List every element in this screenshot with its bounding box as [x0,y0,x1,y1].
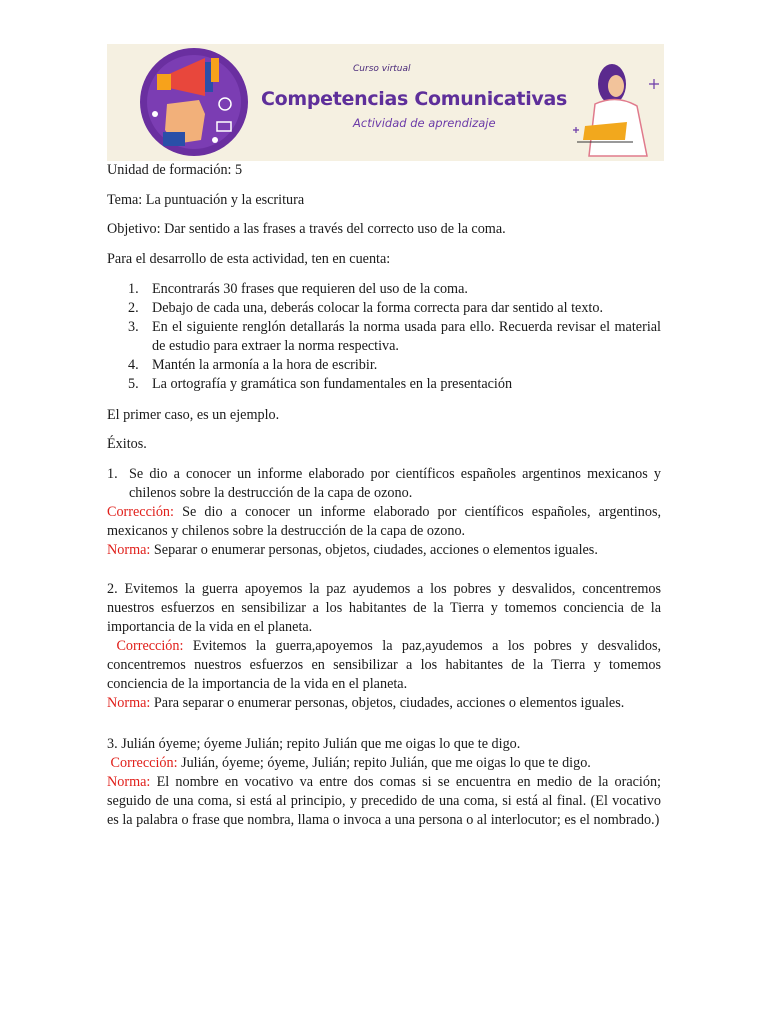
instruction-text: La ortografía y gramática son fundamentales en la presentación [152,376,513,392]
instruction-item [128,356,661,375]
exercise-2-number: 2. [107,581,118,597]
exercise-3-frase [107,735,661,754]
exercise-3-norma [107,773,661,830]
objetivo-line: Objetivo: Dar sentido a las frases a través del correcto uso de la coma. [107,221,506,237]
instruction-item [128,318,661,356]
correccion-label: Corrección: [116,638,184,654]
frase-text: Evitemos la guerra apoyemos la paz ayudemos a los pobres y desvalidos, concentremos nuestros esfuerzos en sensibilizar a los habitantes de la Tierra y tomemos conciencia de la importancia de la vida en el planeta. [107,581,661,635]
exercise-1 [107,465,661,560]
course-banner [107,44,664,161]
correccion-text: Evitemos la guerra,apoyemos la paz,ayudemos a los pobres y desvalidos, concentremos nuestros esfuerzos en sensibilizar a los habitantes de la Tierra y tomemos conciencia de la importancia de la vida en el planeta. [107,638,662,692]
exercise-2 [107,580,661,713]
frase-text: Se dio a conocer un informe elaborado por científicos españoles argentinos mexicanos y chilenos sobre la destrucción de la capa de ozono. [129,466,661,501]
instruction-item [128,375,661,394]
correccion-label: Corrección: [107,504,174,520]
primer-caso-line: El primer caso, es un ejemplo. [107,407,280,423]
exercise-3 [107,735,661,830]
norma-label: Norma: [107,774,151,790]
exercise-1-number: 1. [107,466,118,482]
exercise-3-number: 3. [107,736,118,752]
banner-small-text: Curso virtual [353,64,411,74]
exercise-2-correccion [107,637,661,694]
intro-line: Para el desarrollo de esta actividad, ten en cuenta: [107,251,391,267]
exercise-2-norma [107,694,661,713]
instruction-text: Mantén la armonía a la hora de escribir. [152,357,378,373]
instruction-text: Debajo de cada una, deberás colocar la forma correcta para dar sentido al texto. [152,300,604,316]
exercise-1-correccion [107,503,661,541]
exercise-2-frase [107,580,661,637]
tema-line: Tema: La puntuación y la escritura [107,192,305,208]
instruction-number: 2. [128,300,139,316]
norma-label: Norma: [107,542,151,558]
exitos-line: Éxitos. [107,436,147,452]
instruction-number: 3. [128,319,139,335]
instruction-text: Encontrarás 30 frases que requieren del uso de la coma. [152,281,468,297]
unidad-line: Unidad de formación: 5 [107,162,243,178]
woman-face [608,75,624,97]
instruction-number: 4. [128,357,139,373]
correccion-text: Julián, óyeme; óyeme, Julián; repito Julián, que me oigas lo que te digo. [181,755,591,771]
norma-text: Separar o enumerar personas, objetos, ciudades, acciones o elementos iguales. [153,542,598,558]
frase-text: Julián óyeme; óyeme Julián; repito Julián que me oigas lo que te digo. [121,736,521,752]
instruction-number: 5. [128,376,139,392]
instruction-item [128,280,661,299]
norma-text: Para separar o enumerar personas, objetos, ciudades, acciones o elementos iguales. [153,695,625,711]
correccion-label: Corrección: [110,755,178,771]
exercise-3-correccion [107,754,661,773]
norma-text: El nombre en vocativo va entre dos comas si se encuentra en medio de la oración; seguido de una coma, si está al principio, y precedido de una coma, si está al final. (El vocativo es la palabra o frase que nombra, llama o invoca a una persona o al interlocutor; es el nombrado.) [107,774,661,828]
banner-title: Competencias Comunicativas [260,88,568,110]
banner-subtitle: Actividad de aprendizaje [353,116,496,130]
exercise-1-frase [107,465,661,503]
laptop-icon [583,122,627,140]
norma-label: Norma: [107,695,151,711]
instruction-item [128,299,661,318]
correccion-text: Se dio a conocer un informe elaborado por científicos españoles, argentinos, mexicanos y chilenos sobre la destrucción de la capa de ozono. [107,504,662,539]
exercise-1-norma [107,541,661,560]
instructions-list [128,280,661,394]
instruction-number: 1. [128,281,139,297]
instruction-text: En el siguiente renglón detallarás la norma usada para ello. Recuerda revisar el material de estudio para extraer la norma respectiva. [152,319,661,354]
